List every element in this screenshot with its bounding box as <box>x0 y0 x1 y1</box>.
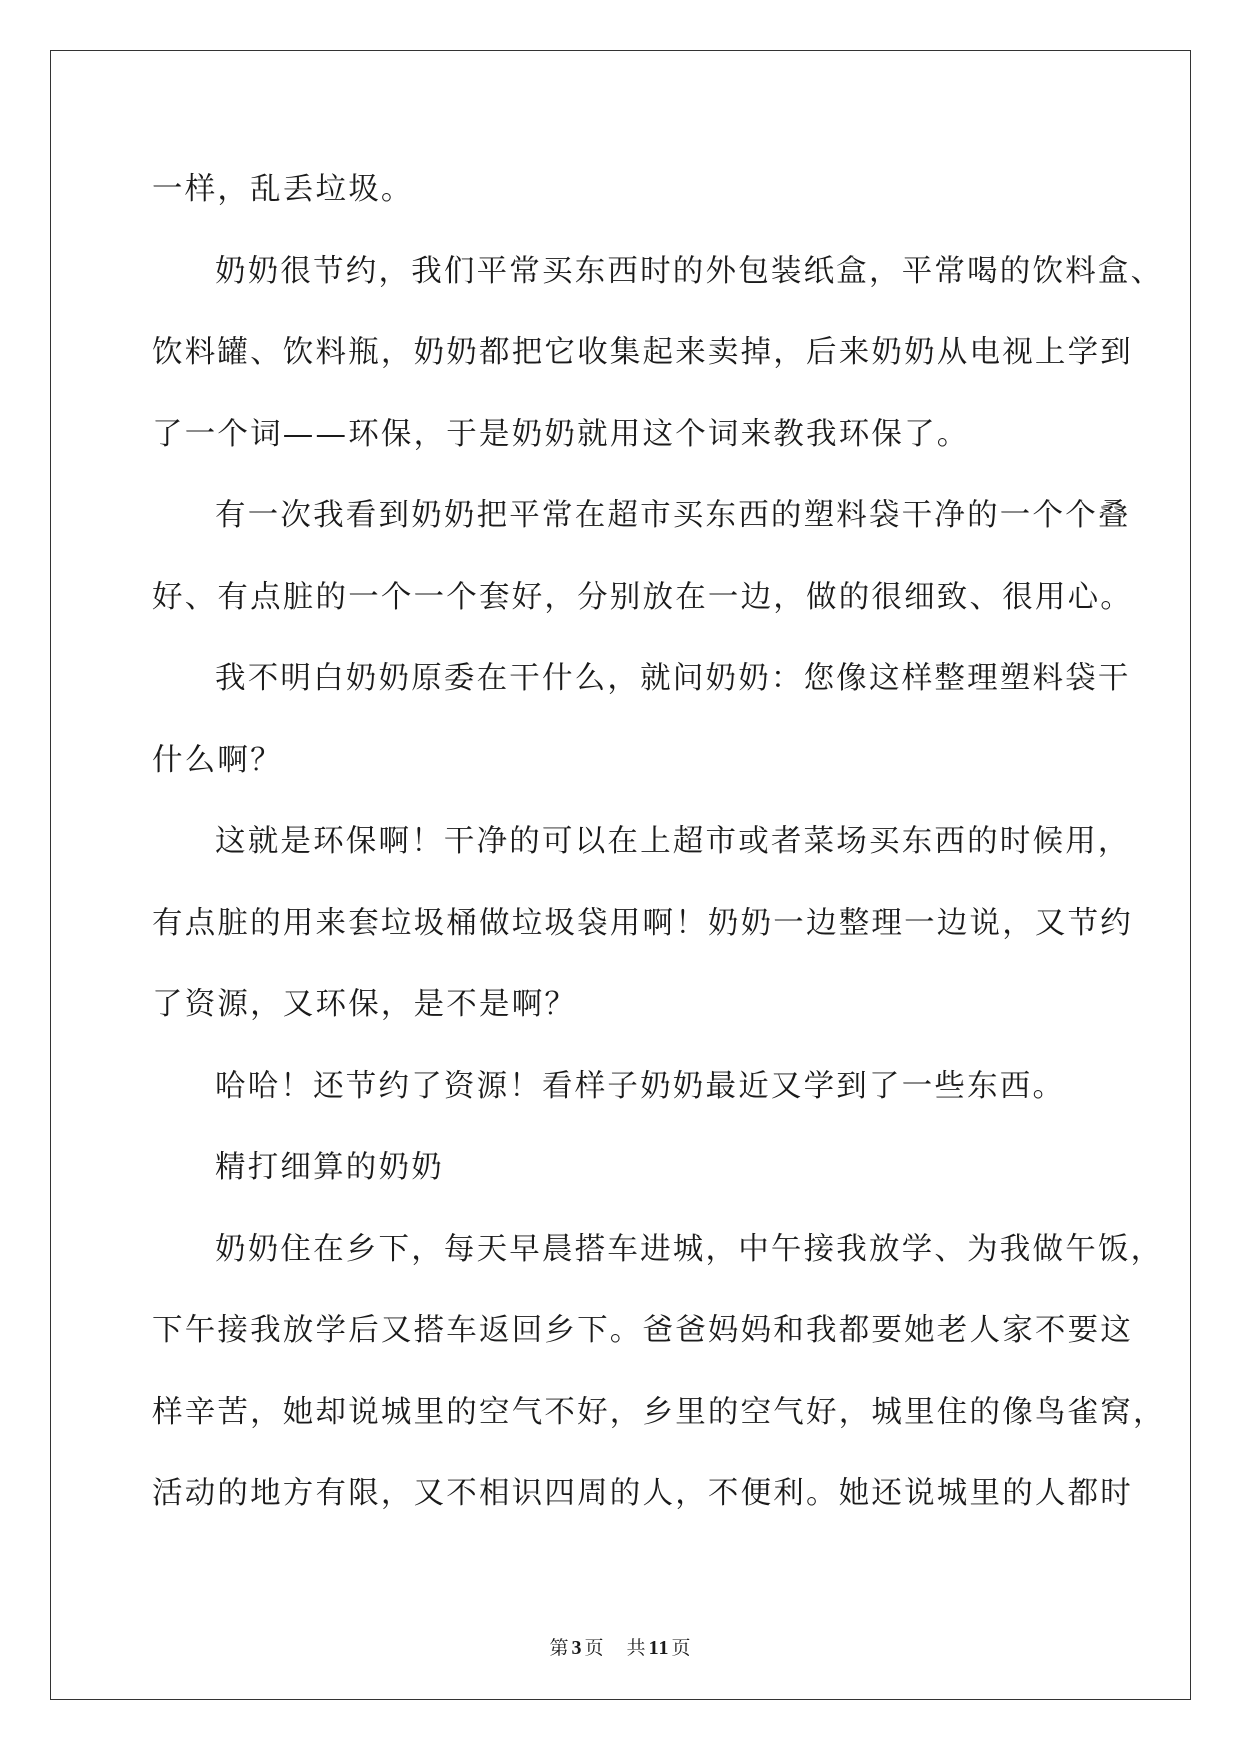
footer-total-prefix: 共 <box>626 1637 647 1659</box>
text-line: 哈哈！还节约了资源！看样子奶奶最近又学到了一些东西。 <box>215 1068 1066 1104</box>
text-line: 我不明白奶奶原委在干什么，就问奶奶：您像这样整理塑料袋干 <box>215 661 1131 696</box>
text-line: 活动的地方有限，又不相识四周的人，不便利。她还说城里的人都时 <box>152 1476 1133 1511</box>
text-line: 这就是环保啊！干净的可以在上超市或者菜场买东西的时候用， <box>215 824 1131 859</box>
text-line: 饮料罐、饮料瓶，奶奶都把它收集起来卖掉，后来奶奶从电视上学到 <box>152 335 1133 370</box>
footer-total-suffix: 页 <box>671 1637 692 1659</box>
text-line: 好、有点脏的一个一个套好，分别放在一边，做的很细致、很用心。 <box>152 579 1133 615</box>
text-line: 有一次我看到奶奶把平常在超市买东西的塑料袋干净的一个个叠 <box>215 498 1131 533</box>
footer-total-pages: 11 <box>648 1637 670 1659</box>
document-body <box>152 165 1166 1551</box>
footer-page-number: 3 <box>571 1637 583 1659</box>
text-line: 了资源，又环保，是不是啊？ <box>152 987 578 1022</box>
text-line: 奶奶很节约，我们平常买东西时的外包装纸盒，平常喝的饮料盒、 <box>215 253 1164 289</box>
text-line: 奶奶住在乡下，每天早晨搭车进城，中午接我放学、为我做午饭， <box>215 1231 1164 1267</box>
text-line: 样辛苦，她却说城里的空气不好，乡里的空气好，城里住的像鸟雀窝， <box>152 1394 1166 1430</box>
text-line: 精打细算的奶奶 <box>215 1150 444 1185</box>
text-line: 一样，乱丢垃圾。 <box>152 172 414 207</box>
page-footer <box>0 1633 1241 1660</box>
text-line: 有点脏的用来套垃圾桶做垃圾袋用啊！奶奶一边整理一边说，又节约 <box>152 905 1133 941</box>
footer-page-prefix: 第 <box>549 1637 570 1659</box>
footer-page-suffix: 页 <box>584 1637 605 1659</box>
text-line: 下午接我放学后又搭车返回乡下。爸爸妈妈和我都要她老人家不要这 <box>152 1313 1133 1348</box>
text-line: 了一个词——环保，于是奶奶就用这个词来教我环保了。 <box>152 416 970 452</box>
text-line: 什么啊？ <box>152 742 283 778</box>
